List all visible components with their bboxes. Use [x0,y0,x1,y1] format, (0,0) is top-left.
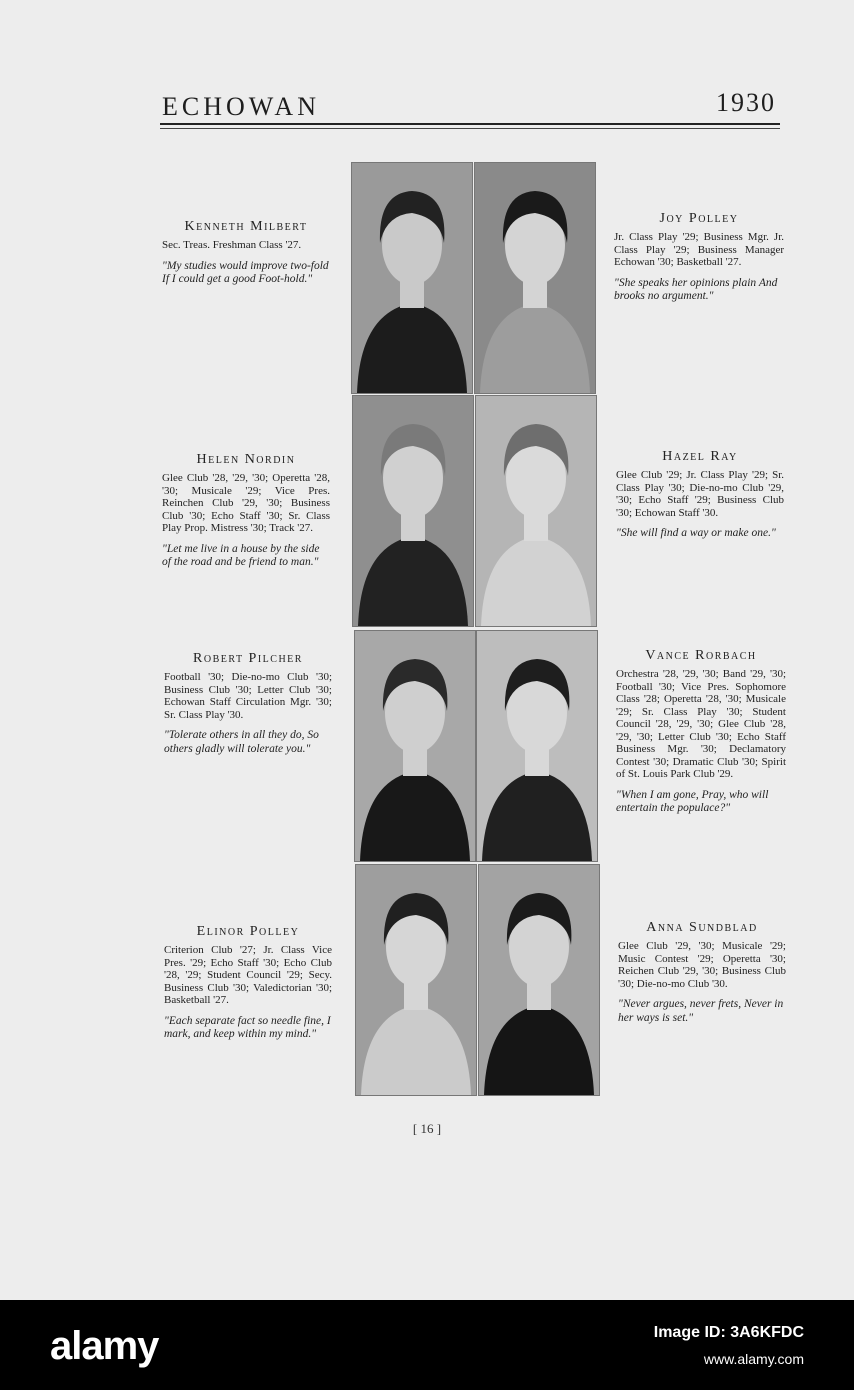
portrait-image [353,396,473,626]
bio-helen-nordin [162,452,330,570]
student-name: Elinor Polley [196,924,300,939]
yearbook-title: ECHOWAN [162,92,320,121]
student-activities: Jr. Class Play '29; Business Mgr. Jr. Class Play '29; Business Manager Echowan '30; Basketball '27. [614,231,784,268]
student-activities: Glee Club '29; Jr. Class Play '29; Sr. Class Play '30; Die-no-mo Club '29, '30; Echo Staff '29; Business Club '30; Echowan Staff '30. [616,469,784,519]
portrait-photo-anna-sundblad [478,864,600,1096]
portrait-image [476,396,596,626]
yearbook-year: 1930 [716,88,776,117]
student-name: Hazel Ray [662,449,738,464]
student-quote: "When I am gone, Pray, who will entertain the populace?" [616,788,769,814]
portrait-photo-kenneth-milbert [351,162,473,394]
bio-anna-sundblad [618,920,786,1025]
portrait-image [356,865,476,1095]
student-activities: Sec. Treas. Freshman Class '27. [162,239,302,251]
student-quote: "Never argues, never frets, Never in her ways is set." [618,998,784,1024]
portrait-photo-robert-pilcher [354,630,476,862]
student-quote: "She speaks her opinions plain And brooks no argument." [614,276,778,302]
stock-watermark-bar [0,1300,854,1390]
student-name: Anna Sundblad [646,920,758,935]
image-info [654,1320,804,1372]
student-name: Vance Rorbach [645,648,757,663]
bio-robert-pilcher [164,651,332,756]
header-rule-thin [160,128,780,129]
portrait-photo-joy-polley [474,162,596,394]
student-quote: "Tolerate others in all they do, So others gladly will tolerate you." [164,729,319,755]
student-name: Joy Polley [659,211,739,226]
student-name: Kenneth Milbert [184,219,308,234]
student-activities: Glee Club '28, '29, '30; Operetta '28, '30; Musicale '29; Vice Pres. Reinchen Club '29, '30; Business Club '30; Echo Staff '30; Sr. Class Play Prop. Mistress '30; Track '27. [162,472,330,534]
bio-hazel-ray [616,449,784,541]
source-url: www.alamy.com [703,1351,804,1367]
portrait-image [477,631,597,861]
header-rule [160,123,780,125]
bio-vance-rorbach [616,648,786,816]
student-quote: "My studies would improve two-fold If I could get a good Foot-hold." [162,259,329,285]
portrait-image [475,163,595,393]
bio-joy-polley [614,211,784,304]
portrait-image [352,163,472,393]
portrait-image [479,865,599,1095]
bio-kenneth-milbert [162,219,330,287]
student-quote: "She will find a way or make one." [616,527,776,539]
student-name: Helen Nordin [196,452,296,467]
image-id: Image ID: 3A6KFDC [653,1324,804,1341]
student-quote: "Let me live in a house by the side of the road and be friend to man." [162,542,320,568]
student-activities: Glee Club '29, '30; Musicale '29; Music Contest '29; Operetta '30; Reichen Club '29, '30; Business Club '30; Die-no-mo Club '30. [618,940,786,990]
student-quote: "Each separate fact so needle fine, I mark, and keep within my mind." [164,1014,331,1040]
bio-elinor-polley [164,924,332,1042]
portrait-photo-hazel-ray [475,395,597,627]
portrait-photo-vance-rorbach [476,630,598,862]
portrait-image [355,631,475,861]
student-activities: Football '30; Die-no-mo Club '30; Business Club '30; Letter Club '30; Echowan Staff Circulation Mgr. '30; Sr. Class Play '30. [164,671,332,721]
student-activities: Orchestra '28, '29, '30; Band '29, '30; Football '30; Vice Pres. Sophomore Class '28; Operetta '28, '30; Musicale '29; Sr. Class Play '30; Student Council '28, '29, '30; Glee Club '28, '29, '30; Letter Club '30; Echo Staff Business Mgr. '30; Declamatory Contest '30; Dramatic Club '30; Spirit of St. Louis Park Club '29. [616,668,786,780]
student-activities: Criterion Club '27; Jr. Class Vice Pres. '29; Echo Staff '30; Echo Club '28, '29; Student Council '29; Secy. Business Club '30; Valedictorian '30; Basketball '27. [164,944,332,1006]
alamy-logo: alamy [50,1324,159,1368]
student-name: Robert Pilcher [193,651,303,666]
portrait-photo-elinor-polley [355,864,477,1096]
portrait-photo-helen-nordin [352,395,474,627]
page-number: [ 16 ] [412,1121,442,1136]
